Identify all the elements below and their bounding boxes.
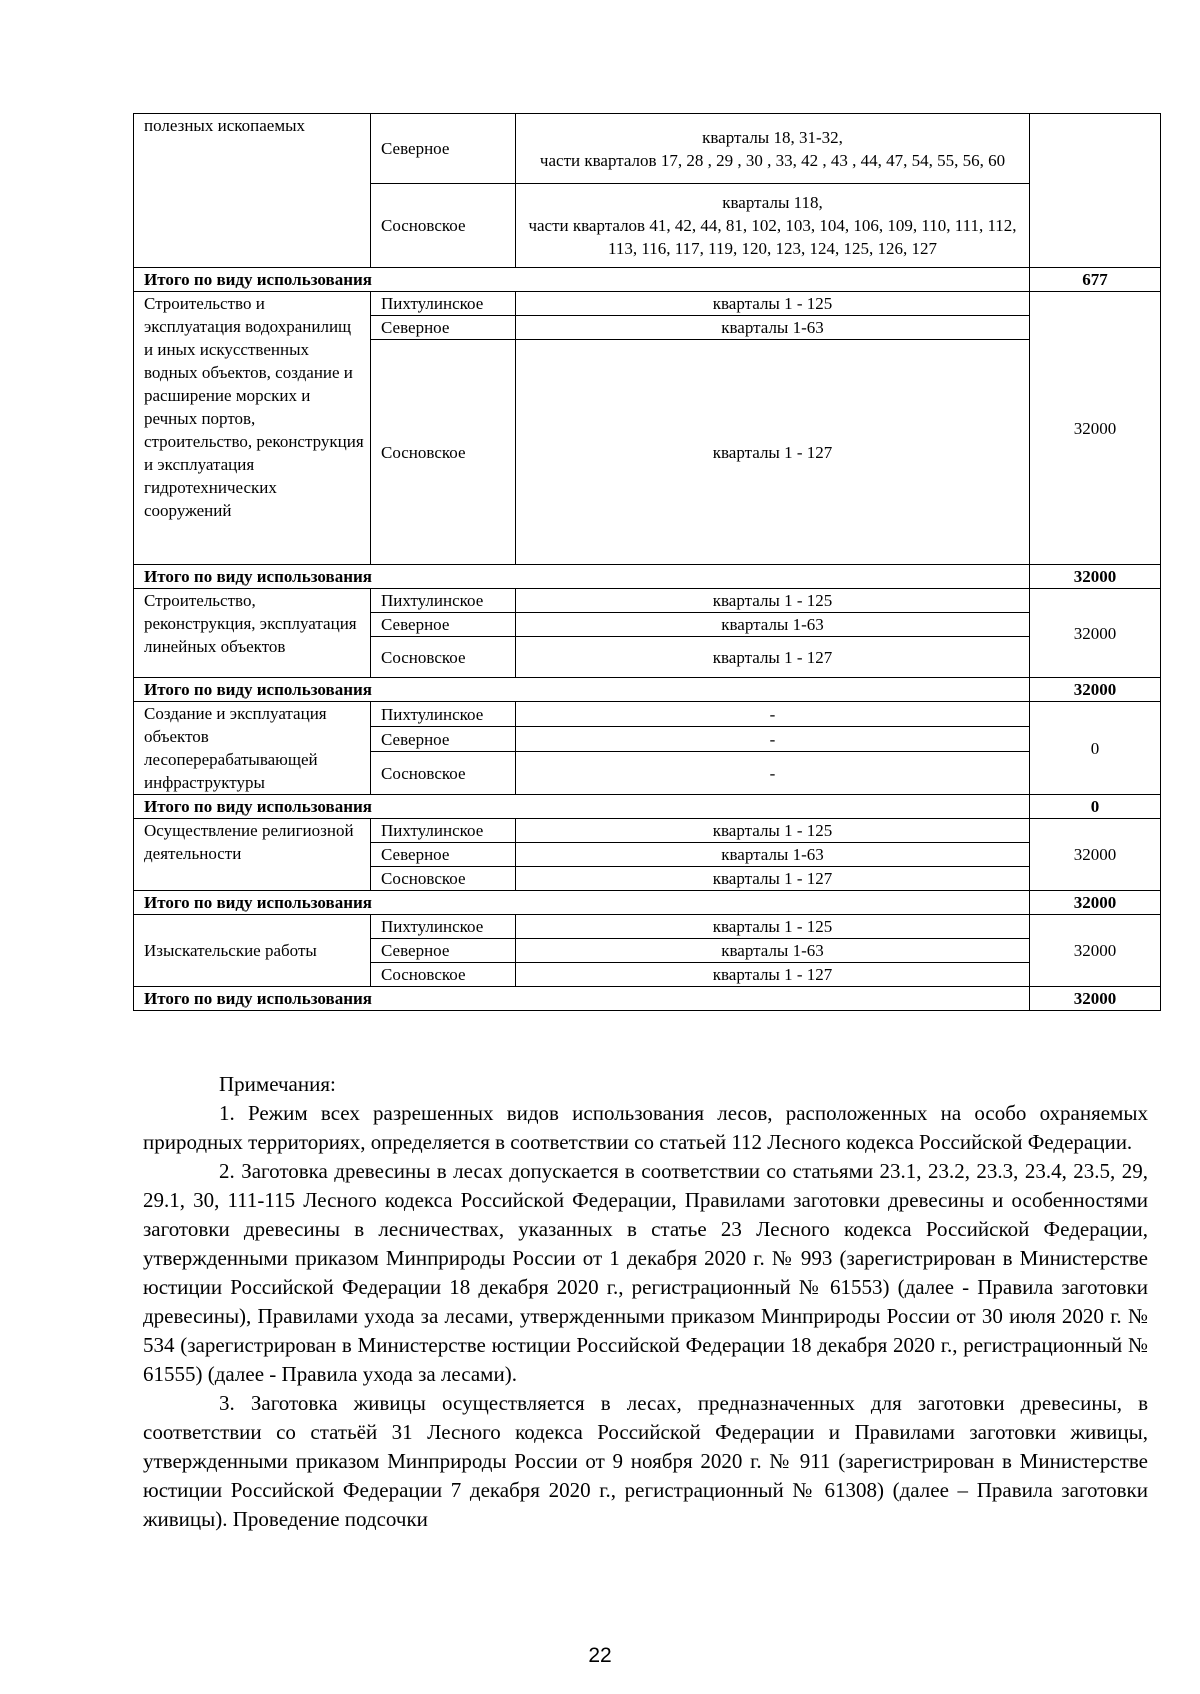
blocks-cell: -	[516, 727, 1030, 752]
notes-title: Примечания:	[219, 1072, 336, 1096]
forestry-cell: Сосновское	[371, 184, 516, 268]
total-value: 32000	[1030, 678, 1161, 702]
blocks-cell: -	[516, 702, 1030, 727]
blocks-cell: кварталы 1 - 125	[516, 819, 1030, 843]
forestry-cell: Северное	[371, 316, 516, 340]
table-row	[134, 915, 1161, 939]
total-label: Итого по виду использования	[134, 565, 1030, 589]
forestry-cell: Пихтулинское	[371, 819, 516, 843]
forestry-cell: Пихтулинское	[371, 589, 516, 613]
forestry-cell: Северное	[371, 843, 516, 867]
forestry-cell: Пихтулинское	[371, 702, 516, 727]
forestry-cell: Пихтулинское	[371, 292, 516, 316]
use-kind-cell: Строительство, реконструкция, эксплуатация линейных объектов	[134, 589, 371, 678]
forestry-cell: Северное	[371, 939, 516, 963]
total-row	[134, 891, 1161, 915]
total-label: Итого по виду использования	[134, 678, 1030, 702]
forestry-cell: Сосновское	[371, 867, 516, 891]
blocks-cell: кварталы 18, 31-32, части кварталов 17, 28 , 29 , 30 , 33, 42 , 43 , 44, 47, 54, 55, 56, 60	[516, 114, 1030, 184]
total-label: Итого по виду использования	[134, 268, 1030, 292]
forestry-cell: Пихтулинское	[371, 915, 516, 939]
use-kind-cell: Изыскательские работы	[134, 915, 371, 987]
blocks-cell: кварталы 1-63	[516, 939, 1030, 963]
blocks-cell: кварталы 1 - 125	[516, 915, 1030, 939]
blocks-cell: кварталы 1-63	[516, 843, 1030, 867]
area-cell: 32000	[1030, 589, 1161, 678]
note-2: 2. Заготовка древесины в лесах допускается в соответствии со статьями 23.1, 23.2, 23.3, 23.4, 23.5, 29, 29.1, 30, 111-115 Лесного кодекса Российской Федерации, Правилами заготовки древесины и особенностями заготовки древесины в лесничествах, указанных в статье 23 Лесного кодекса Российской Федерации, утвержденными приказом Минприроды России от 1 декабря 2020 г. № 993 (зарегистрирован в Министерстве юстиции Российской Федерации 18 декабря 2020 г., регистрационный № 61553) (далее - Правила заготовки древесины), Правилами ухода за лесами, утвержденными приказом Минприроды России от 30 июля 2020 г. № 534 (зарегистрирован в Министерстве юстиции Российской Федерации 18 декабря 2020 г., регистрационный № 61555) (далее - Правила ухода за лесами).	[143, 1159, 1148, 1386]
note-1: 1. Режим всех разрешенных видов использования лесов, расположенных на особо охраняемых природных территориях, определяется в соответствии со статьей 112 Лесного кодекса Российской Федерации.	[143, 1101, 1148, 1154]
total-row	[134, 678, 1161, 702]
blocks-cell: кварталы 118, части кварталов 41, 42, 44, 81, 102, 103, 104, 106, 109, 110, 111, 112, 113, 116, 117, 119, 120, 123, 124, 125, 126, 127	[516, 184, 1030, 268]
blocks-cell: -	[516, 752, 1030, 795]
blocks-cell: кварталы 1 - 127	[516, 867, 1030, 891]
area-cell: 32000	[1030, 915, 1161, 987]
blocks-cell: кварталы 1-63	[516, 316, 1030, 340]
total-value: 0	[1030, 795, 1161, 819]
use-kind-cell: Создание и эксплуатация объектов лесоперерабатывающей инфраструктуры	[134, 702, 371, 795]
area-cell: 0	[1030, 702, 1161, 795]
blocks-cell: кварталы 1 - 127	[516, 340, 1030, 565]
forestry-cell: Сосновское	[371, 637, 516, 678]
total-row	[134, 987, 1161, 1011]
area-cell: 32000	[1030, 819, 1161, 891]
blocks-cell: кварталы 1 - 125	[516, 589, 1030, 613]
blocks-cell: кварталы 1-63	[516, 613, 1030, 637]
note-3: 3. Заготовка живицы осуществляется в лесах, предназначенных для заготовки древесины, в соответствии со статьёй 31 Лесного кодекса Российской Федерации и Правилами заготовки живицы, утвержденными приказом Минприроды России от 9 ноября 2020 г. № 911 (зарегистрирован в Министерстве юстиции Российской Федерации 7 декабря 2020 г., регистрационный № 61308) (далее – Правила заготовки живицы). Проведение подсочки	[143, 1391, 1148, 1531]
forestry-cell: Северное	[371, 727, 516, 752]
total-value: 32000	[1030, 891, 1161, 915]
blocks-cell: кварталы 1 - 127	[516, 963, 1030, 987]
table-row	[134, 589, 1161, 613]
total-value: 32000	[1030, 565, 1161, 589]
area-cell: 32000	[1030, 292, 1161, 565]
table-row	[134, 702, 1161, 727]
use-kind-cell: полезных ископаемых	[134, 114, 371, 268]
forest-use-table	[133, 113, 1161, 1011]
total-row	[134, 565, 1161, 589]
table-row	[134, 292, 1161, 316]
table-row	[134, 819, 1161, 843]
forestry-cell: Северное	[371, 114, 516, 184]
use-kind-cell: Строительство и эксплуатация водохранилищ и иных искусственных водных объектов, создание и расширение морских и речных портов, строительство, реконструкция и эксплуатация гидротехнических сооружений	[134, 292, 371, 565]
table-row	[134, 114, 1161, 184]
forestry-cell: Сосновское	[371, 963, 516, 987]
forestry-cell: Сосновское	[371, 752, 516, 795]
blocks-cell: кварталы 1 - 127	[516, 637, 1030, 678]
notes-section	[143, 1070, 1148, 1534]
total-label: Итого по виду использования	[134, 987, 1030, 1011]
total-label: Итого по виду использования	[134, 891, 1030, 915]
total-row	[134, 268, 1161, 292]
forestry-cell: Сосновское	[371, 340, 516, 565]
total-value: 32000	[1030, 987, 1161, 1011]
area-cell	[1030, 114, 1161, 268]
total-row	[134, 795, 1161, 819]
forestry-cell: Северное	[371, 613, 516, 637]
use-kind-cell: Осуществление религиозной деятельности	[134, 819, 371, 891]
blocks-cell: кварталы 1 - 125	[516, 292, 1030, 316]
page-number: 22	[588, 1644, 612, 1667]
total-value: 677	[1030, 268, 1161, 292]
total-label: Итого по виду использования	[134, 795, 1030, 819]
